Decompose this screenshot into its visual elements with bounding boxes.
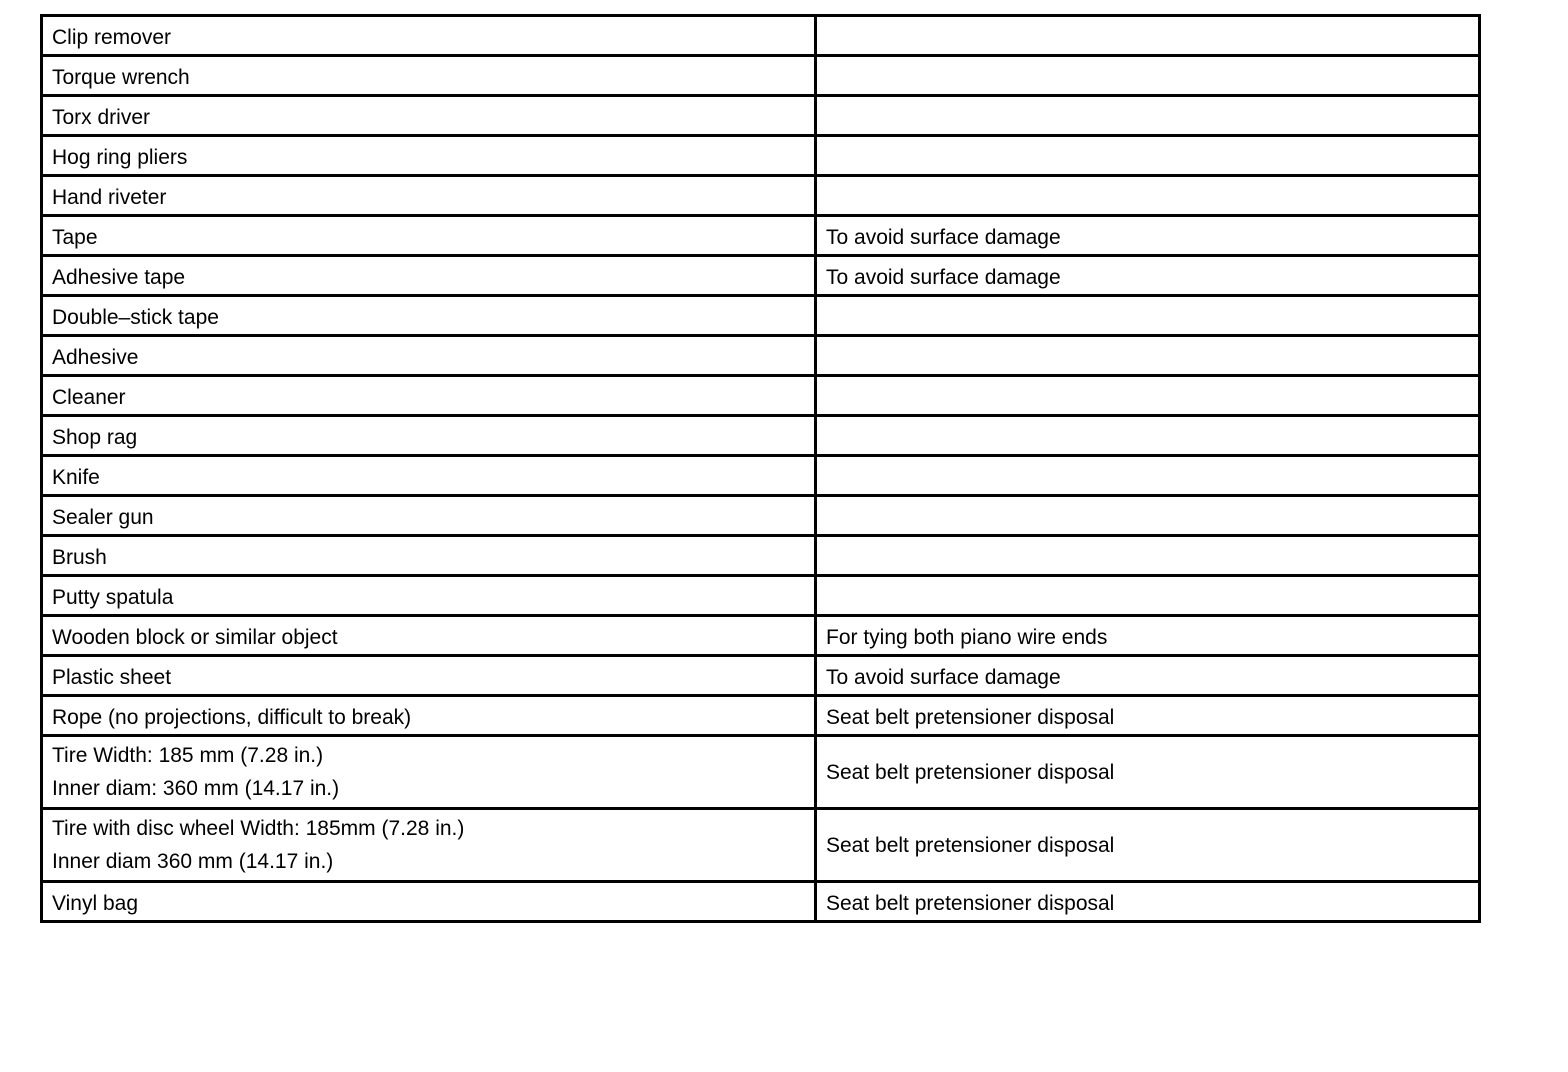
table-row [42,256,1480,296]
table-row [42,216,1480,256]
table-row [42,376,1480,416]
tool-cell [42,736,816,809]
table-row [42,56,1480,96]
note-cell [816,16,1480,56]
note-cell [816,576,1480,616]
tool-cell: Adhesive [42,336,816,376]
tool-cell: Hog ring pliers [42,136,816,176]
note-cell [816,96,1480,136]
tool-cell: Hand riveter [42,176,816,216]
note-cell [816,416,1480,456]
note-cell [816,536,1480,576]
table-row [42,136,1480,176]
tool-cell: Brush [42,536,816,576]
table-row [42,616,1480,656]
table-row [42,16,1480,56]
tool-cell: Tape [42,216,816,256]
table-row [42,336,1480,376]
tool-cell: Double–stick tape [42,296,816,336]
note-cell: Seat belt pretensioner disposal [816,736,1480,809]
tool-cell [42,809,816,882]
note-cell [816,176,1480,216]
table-row [42,736,1480,809]
tool-cell: Rope (no projections, difficult to break) [42,696,816,736]
tool-cell: Cleaner [42,376,816,416]
table-row [42,456,1480,496]
note-cell: For tying both piano wire ends [816,616,1480,656]
tool-cell-line: Tire with disc wheel Width: 185mm (7.28 in.) [52,817,465,840]
note-cell: Seat belt pretensioner disposal [816,696,1480,736]
note-cell [816,336,1480,376]
table-row [42,296,1480,336]
tool-cell-line: Tire Width: 185 mm (7.28 in.) [52,744,324,767]
tool-cell: Putty spatula [42,576,816,616]
note-cell [816,496,1480,536]
table-row [42,176,1480,216]
tool-cell-line: Inner diam: 360 mm (14.17 in.) [52,777,340,800]
table-row [42,416,1480,456]
table-row [42,536,1480,576]
table-row [42,576,1480,616]
tool-cell: Clip remover [42,16,816,56]
table-row [42,809,1480,882]
note-cell: Seat belt pretensioner disposal [816,882,1480,922]
table-row [42,656,1480,696]
tool-cell: Torque wrench [42,56,816,96]
tool-cell: Sealer gun [42,496,816,536]
tool-cell: Adhesive tape [42,256,816,296]
note-cell: To avoid surface damage [816,256,1480,296]
table-row [42,882,1480,922]
note-cell [816,296,1480,336]
note-cell [816,56,1480,96]
note-cell: Seat belt pretensioner disposal [816,809,1480,882]
note-cell: To avoid surface damage [816,216,1480,256]
tool-cell: Shop rag [42,416,816,456]
tool-cell: Wooden block or similar object [42,616,816,656]
table-row [42,96,1480,136]
note-cell [816,376,1480,416]
note-cell: To avoid surface damage [816,656,1480,696]
note-cell [816,456,1480,496]
tool-cell-line: Inner diam 360 mm (14.17 in.) [52,850,334,873]
tool-cell: Plastic sheet [42,656,816,696]
table-row [42,696,1480,736]
tool-cell: Vinyl bag [42,882,816,922]
table-row [42,496,1480,536]
tool-cell: Torx driver [42,96,816,136]
note-cell [816,136,1480,176]
tool-cell: Knife [42,456,816,496]
tools-table [40,14,1481,923]
